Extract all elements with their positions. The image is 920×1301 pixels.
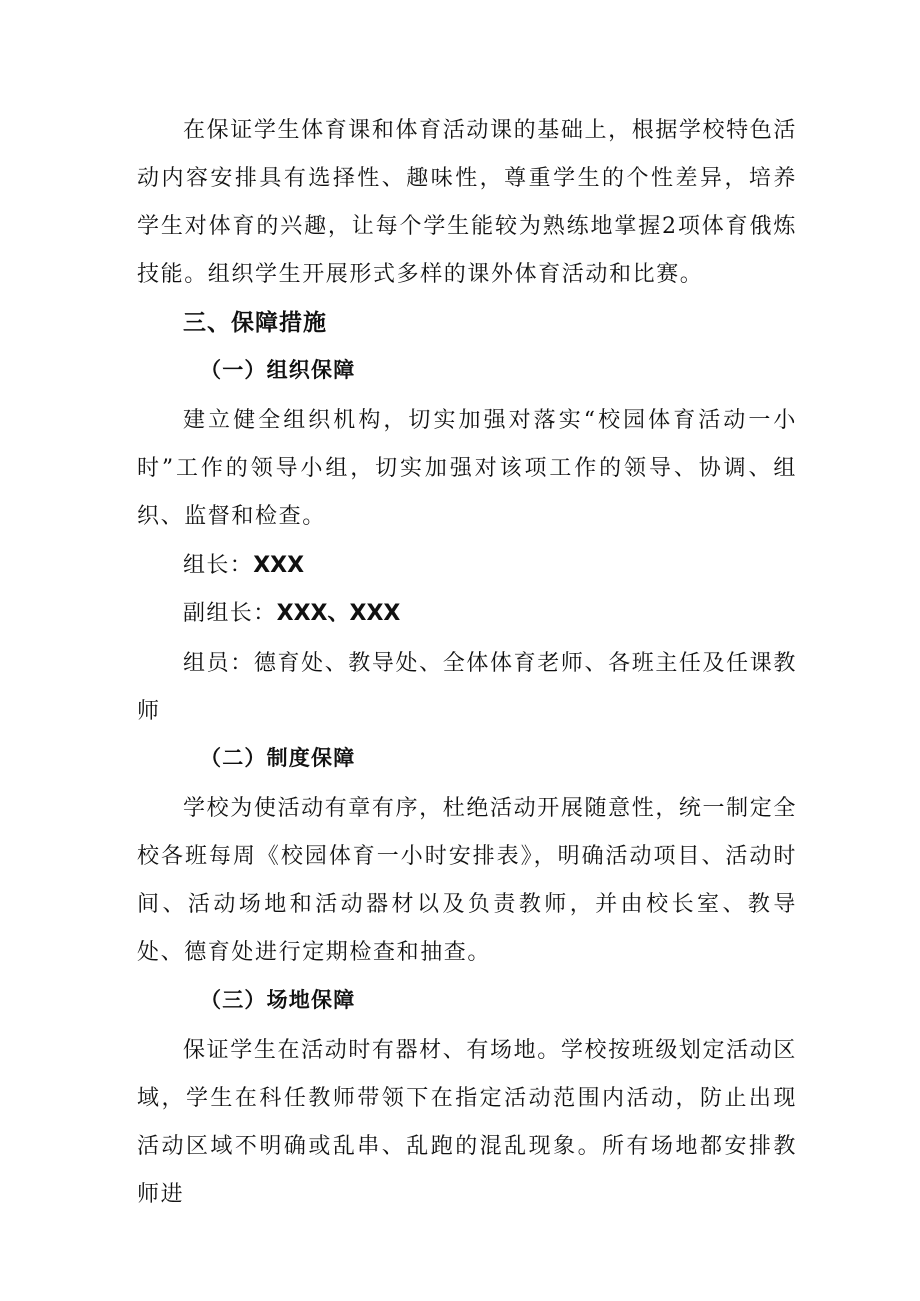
paragraph-system: 学校为使活动有章有序，杜绝活动开展随意性，统一制定全校各班每周《校园体育一小时安排表》，明确活动项目、活动时间、活动场地和活动器材以及负责教师，并由校长室、教导处、德育处进行定期检查和抽查。 <box>137 796 797 965</box>
deputy-leader-line <box>183 594 400 634</box>
subheading-venue: （三）场地保障 <box>200 987 356 1012</box>
leader-line <box>183 546 304 586</box>
paragraph-venue: 保证学生在活动时有器材、有场地。学校按班级划定活动区域，学生在科任教师带领下在指定活动范围内活动，防止出现活动区域不明确或乱串、乱跑的混乱现象。所有场地都安排教师进 <box>137 1038 797 1207</box>
paragraph-members: 组员：德育处、教导处、全体体育老师、各班主任及任课教师 <box>137 651 797 724</box>
deputy-label: 副组长： <box>183 601 277 626</box>
paragraph-organization: 建立健全组织机构，切实加强对落实“校园体育活动一小时”工作的领导小组，切实加强对该项工作的领导、协调、组织、监督和检查。 <box>137 408 797 529</box>
section-heading-safeguards: 三、保障措施 <box>183 310 327 336</box>
subheading-system: （二）制度保障 <box>200 745 356 770</box>
deputy-value: XXX、XXX <box>276 601 401 626</box>
leader-value: XXX <box>253 553 305 578</box>
paragraph-activities: 在保证学生体育课和体育活动课的基础上，根据学校特色活动内容安排具有选择性、趣味性，尊重学生的个性差异，培养学生对体育的兴趣，让每个学生能较为熟练地掌握2项体育俄炼技能。组织学生开展形式多样的课外体育活动和比赛。 <box>137 118 797 287</box>
subheading-organization: （一）组织保障 <box>200 357 356 382</box>
leader-label: 组长： <box>183 553 254 578</box>
